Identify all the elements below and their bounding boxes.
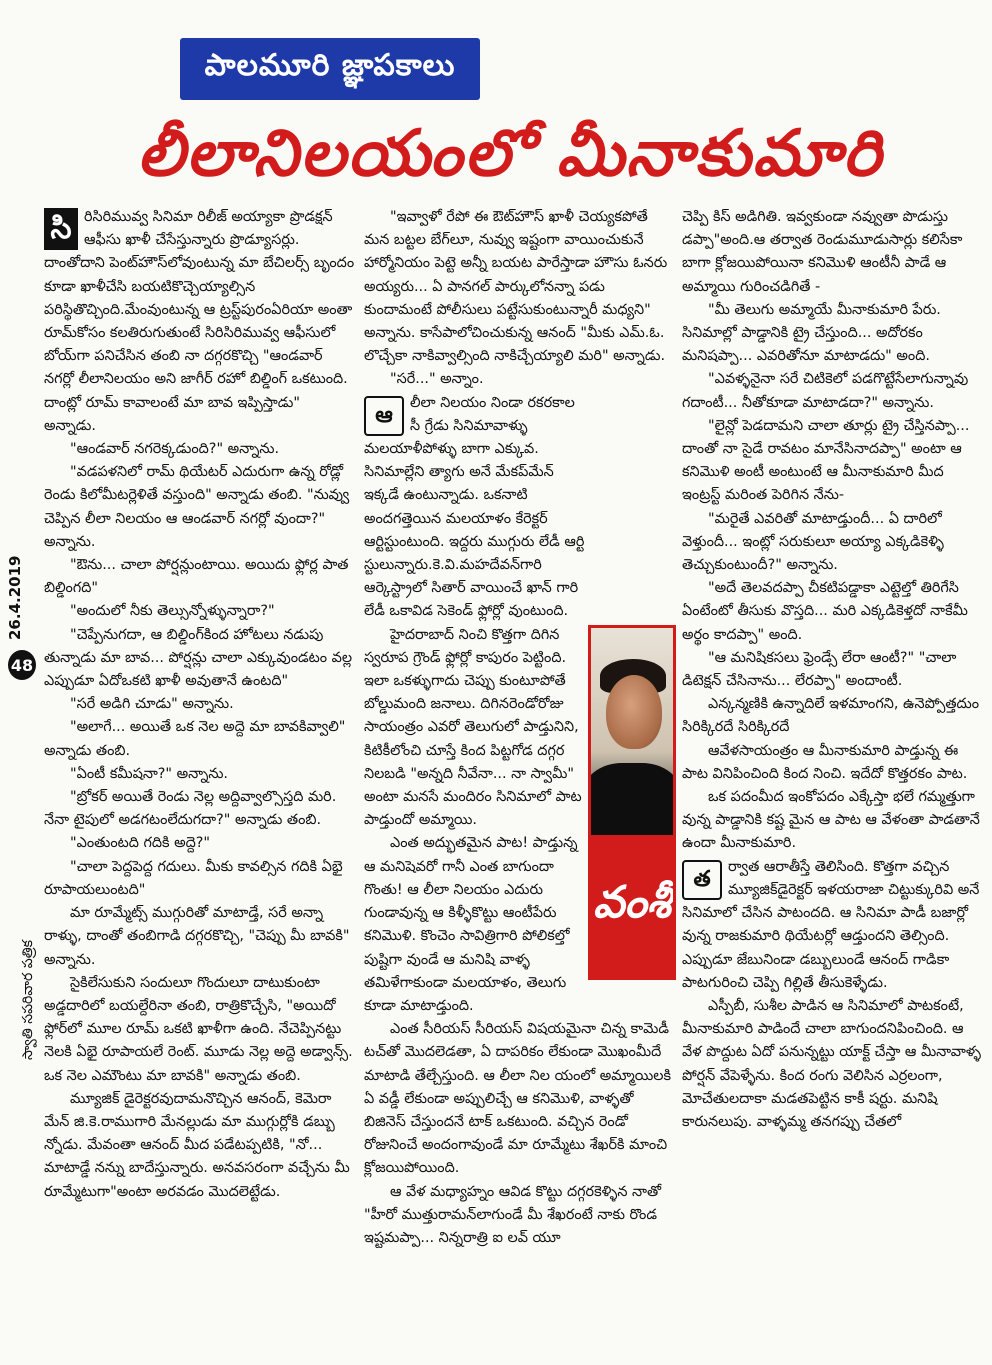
paragraph: "ఎవళ్ళనైనా సరే చిటికెలో పడగొట్టేసేలాగున్నావు గదాంటీ... నీతోకూడా మాటాడదా?" అన్నాను.	[682, 371, 969, 411]
paragraph: "ఆ మనిషికసలు ఫ్రెండ్సే లేరా ఆంటీ?" "చాలా డిటెక్షన్ చేసినాను... లేరప్పా" అందాంటీ.	[682, 649, 957, 690]
article-column-1	[44, 206, 356, 1204]
author-byline: వంశీ	[588, 835, 676, 980]
paragraph: "ఔను... చాలా పోర్షన్లుంటాయి. అయిదు ఫ్లోర్ల పాత బిల్డింగది"	[44, 557, 349, 597]
paragraph: ర్వాత ఆరాతీస్తే తెలిసింది. కొత్తగా వచ్చిన మ్యూజిక్‌డైరెక్టర్ ఇళయరాజా చిట్టుక్కురివి అనే సినిమాలో చేసిన పాటందది. ఆ సినిమా పాడీ బజార్లో వున్న రాజకుమారి థియేటర్లో ఆడ్తుందని తెల్సింది. ఎప్పుడూ జేబునిండా డబ్బులుండే ఆనంద్ గాడికా పాటగురించి చెప్పి గిల్లితే తీసుకెళ్ళేడు.	[682, 858, 980, 991]
paragraph: ఎంత అద్భుతమైన పాట! పాడ్తున్న ఆ మనిషెవరో గానీ ఎంత బాగుందా గొంతు! ఆ లీలా నిలయం ఎదురు గుండావున్న ఆ కిళ్ళీకొట్టు ఆంటీపేరు కనిమొళి. కొంచెం సావిత్రిగారి పోలికల్తో పుష్టిగా వుండే ఆ మనిషి వాళ్ళ తమిళేగాకుండా మలయాళం, తెలుగు కూడా మాటాడ్తుంది.	[364, 835, 578, 1014]
drop-cap: త	[682, 860, 722, 900]
paragraph: "అలాగే... అయితే ఒక నెల అద్దె మా బావకివ్వాలి" అన్నాడు తంబి.	[44, 719, 346, 759]
drop-cap: సి	[44, 208, 78, 250]
scan-edge	[922, 0, 992, 20]
paragraph: "లైన్లో పెడదామని చాలా తూర్లు ట్రై చేస్తినప్పా... దాంతో నా సైడే రావటం మానేసినాదప్పా" అంటా ఆ కనిమొళి అంటీ అంటుంటే ఆ మీనాకుమారి మీద ఇంట్రస్ట్ మరింత పెరిగిన నేను-	[682, 417, 970, 504]
paragraph: ఆ వేళ మధ్యాహ్నం ఆవిడ కొట్టు దగ్గరకెళ్ళిన నాతో "హీరో ముత్తురామన్‌లాగుండే మీ శేఖరంటే నాకు రొండ ఇష్టమప్పా... నిన్నరాత్రి ఐ లవ్ యూ	[364, 1183, 662, 1246]
paragraph: "మరైతే ఎవరితో మాటాడ్తుందీ... ఏ దారిలో వెళ్తుందీ... ఇంట్లో సరుకులూ అయ్యా ఎక్కడికెళ్ళి తెచ్చుకుంటుందీ?" అన్నాను.	[682, 510, 944, 574]
paragraph: ఒక పదంమీద ఇంకోపదం ఎక్కేస్తా భలే గమ్మత్తుగా వున్న పాడ్డానికి కష్ట మైన ఆ పాట ఆ వేళంతా పాడతానే ఉందా మీనాకుమారి.	[682, 789, 980, 852]
paragraph: "ఇవ్వాళో రేపో ఈ ఔట్‌హౌస్ ఖాళీ చెయ్యకపోతే మన బట్టల బేగ్‌లూ, నువ్వు ఇష్టంగా వాయించుకునే హార్మోనియం పెట్టె అన్నీ బయట పారేస్తాడా హౌసు ఓనరు అయ్యరు... ఏ పానగల్ పార్కులోనన్నా పడు కుందామంటే పోలీసులు పట్టేసుకుంటున్నారీ మధ్యని" అన్నాను. కాసేపాలోచించుకున్న ఆనంద్ "మీకు ఎమ్.ఓ. లొచ్చేకా నాకివ్వాల్సింది నాకిచ్చేయ్యాలి మరి" అన్నాడు.	[364, 209, 668, 365]
paragraph: "అందులో నీకు తెల్సున్నోళ్ళున్నారా?"	[70, 603, 275, 620]
paragraph: "ఏంటీ కమీషనా?" అన్నాను.	[70, 765, 228, 782]
paragraph: లీలా నిలయం నిండా రకరకాల సీ గ్రేడు సినిమావాళ్ళు మలయాళీపోళ్ళు బాగా ఎక్కువ. సినిమాల్లేని త్యాగు అనే మేకప్‌మేన్ ఇక్కడే ఉంటున్నాడు. ఒకనాటి అందగత్తెయిన మలయాళం కేరెక్టర్ ఆర్టిస్టుంటుంది. ఇద్దరు ముగ్గురు లేడీ ఆర్టి స్టులున్నారు.కె.వి.మహదేవన్‌గారి ఆర్కెస్ట్రాలో సితార్ వాయించే ఖాన్ గారి లేడీ ఒకావిడ సెకెండ్ ఫ్లోర్లో వుంటుంది.	[364, 394, 585, 620]
paragraph: సైకిలేసుకుని సందులూ గొందులూ దాటుకుంటా అడ్డదారిలో బయల్దేరినా తంబి, రాత్రికొచ్చేసి, "అయిదో ఫ్లోర్‌లో మూల రూమ్ ఒకటి ఖాళీగా ఉంది. నేచెప్పినట్టు నెలకి ఏభై రూపాయలే రెంట్. మూడు నెల్ల అద్దె అడ్వాన్స్. ఒక నెల ఎమౌంటు మా బావకి" అన్నాడు తంబి.	[44, 974, 353, 1084]
author-photo-block	[588, 625, 676, 980]
paragraph: రిసిరిమువ్వ సినిమా రిలీజ్ అయ్యాకా ప్రొడక్షన్ ఆఫీసు ఖాళీ చేసేస్తున్నారు ప్రొడ్యూసర్లు. దాంతోదాని పెంట్‌హౌస్‌లోవుంటున్న మా బేచిలర్స్ బృందం కూడా ఖాళీచేసి బయటికొచ్చెయ్యాల్సిన పరిస్థితొచ్చింది.మేంవుంటున్న ఆ ట్రస్ట్‌పురంఏరియా అంతా రూమ్‌కోసం కలతిరుగుతుంటే సిరిసిరిమువ్వ ఆఫీసులో బోయ్‌గా పనిచేసిన తంబి నా దగ్గరకొచ్చి "ఆండవార్ నగర్లో లీలానిలయం అని జాగీర్ రహో బిల్డింగ్ ఒకటుంది. దాంట్లో రూమ్ కావాలంటే మా బావ ఇప్పిస్తాడు" అన్నాడు.	[44, 209, 355, 434]
paragraph: మా రూమ్మేట్స్ ముగ్గురితో మాటాడ్తే, సరే అన్నా రాళ్ళు, దాంతో తంబిగాడి దగ్గరకొచ్చి, "చెప్పు మీ బావకి" అన్నాను.	[44, 905, 350, 968]
paragraph: "సరే..." అన్నాం.	[390, 371, 484, 388]
series-title-box	[180, 38, 480, 100]
paragraph: మ్యూజిక్ డైరెక్టరవుదామనొచ్చిన ఆనంద్, కెమెరా మేన్ జి.కె.రాముగారి మేనల్లుడు మా ముగ్గుర్లోకి డబ్బు న్నోడు. మేవంతా ఆనంద్ మీద పడేటప్పటికి, "నో... మాటాడ్డే నన్ను బాదేస్తున్నారు. అనవసరంగా వచ్చేను మీ రూమ్మేటుగా"అంటా అరవడం మొదలెట్టేడు.	[44, 1090, 350, 1200]
article-column-3	[682, 206, 982, 1134]
paragraph: "సరే అడిగి చూడు" అన్నాను.	[70, 696, 234, 713]
paragraph: "ఆండవార్ నగరెక్కడుంది?" అన్నాను.	[70, 441, 280, 458]
paragraph: "మీ తెలుగు అమ్మాయే మీనాకుమారి పేరు. సినిమాల్లో పాడ్డానికి ట్రై చేస్తుంది... అదోరకం మనిషప్పా... ఎవరితోనూ మాటాడదు" అంది.	[682, 301, 941, 365]
page-number: 48	[8, 650, 36, 680]
paragraph: "వడపళనిలో రామ్ థియేటర్ ఎదురుగా ఉన్న రోడ్లో రెండు కిలోమీటర్లెళితే వస్తుంది" అన్నాడు తంబి. "నువ్వు చెప్పిన లీలా నిలయం ఆ ఆండవార్ నగర్లో వుందా?" అన్నాను.	[44, 464, 350, 550]
paragraph: "అదే తెలవదప్పా చీకటిపడ్డాకా ఎట్టెల్తో తిరిగేసి ఏంటేంటో తీసుకు వొస్తది... మరి ఎక్కడికెళ్తదో నాకేమీ అర్థం కాదప్పా" అంది.	[682, 580, 968, 643]
paragraph: "ఎంతుంటది గదికి అద్దె?"	[70, 835, 211, 852]
series-title: పాలమూరి జ్ఞాపకాలు	[204, 48, 456, 83]
paragraph: "చాలా పెద్దపెద్ద గదులు. మీకు కావల్సిన గదికి ఏభై రూపాయలుంటది"	[44, 858, 343, 898]
paragraph: హైదరాబాద్ నించి కొత్తగా దిగిన స్వరూప గ్రౌండ్ ఫ్లోర్లో కాపురం పెట్టింది. ఇలా ఒకళ్ళుగాదు చెప్పు కుంటూపోతే బోల్డుమంది జనాలు. దిగినరెండోరోజు సాయంత్రం ఎవరో తెలుగులో పాడ్తునిని, కిటికీలోంచి చూస్తే కింద పిట్టగోడ దగ్గర నిలబడి "అన్నది నీవేనా... నా స్వామీ" అంటా మనసే మందిరం సినిమాలో పాట పాడ్తుందో అమ్మాయి.	[364, 626, 582, 829]
paragraph: చెప్పి కిస్ అడిగితి. ఇవ్వకుండా నవ్వుతా పొడుస్తు డప్పా"అంది.ఆ తర్వాత రెండుమూడుసార్లు కలిసేకా బాగా క్లోజయిపోయినా కనిమొళి ఆంటీనీ పాడే ఆ అమ్మాయి గురించడిగితే -	[682, 209, 963, 295]
publication-name: స్వాతి సపరివార పత్రిక	[20, 940, 36, 1060]
paragraph: "చెప్పేనుగదా, ఆ బిల్డింగ్‌కింద హోటలు నడుపు తున్నాడు మా బావ... పోర్షన్లు చాలా ఎక్కువుండటం వల్ల ఎప్పుడూ ఏదోఒకటి ఖాళీ అవుతానే ఉంటది"	[44, 626, 353, 690]
photo-frame	[588, 625, 676, 980]
issue-date: 26.4.2019	[6, 555, 24, 640]
paragraph: ఎంత సీరియస్ సీరియస్ విషయమైనా చిన్న కామెడీ టచ్‌తో మొదలెడతా, ఏ దాపరికం లేకుండా మొఖంమీదే మాటాడి తేల్చేస్తుంది. ఆ లీలా నిల యంలో అమ్మాయిలకి ఏ వడ్డీ లేకుండా అప్పులిచ్చే ఆ కనిమొళి, వాళ్ళతో బిజినెస్ చేస్తుందనే టాక్ ఒకటుంది. వచ్చిన రెండో రోజునించే అందంగావుండే మా రూమ్మేటు శేఖర్‌కి మాంచి క్లోజయిపోయింది.	[364, 1021, 671, 1177]
paragraph: ఆవేళసాయంత్రం ఆ మీనాకుమారి పాడ్తున్న ఈ పాట వినిపించింది కింద నించి. ఇదేదో కొత్తరకం పాట.	[682, 742, 968, 782]
paragraph: "బ్రోకర్ అయితే రెండు నెల్ల అద్దివ్వాల్సొస్తది మరి. నేనా టైపులో అడగటంలేదుగదా?" అన్నాడు తంబి.	[44, 789, 337, 829]
headline: లీలానిలయంలో మీనాకుమారి	[137, 117, 883, 191]
paragraph: ఎన్కన్మణికి ఉన్నాదిలే ఇళమాంగని, ఉనెప్పోత్తదుం సిరిక్కిరదే సిరిక్కిరదే	[682, 696, 979, 736]
paragraph: ఎస్పీబీ, సుశీల పాడిన ఆ సినిమాలో పాటకంటే, మీనాకుమారి పాడిందే చాలా బాగుందనిపించింది. ఆ వేళ పొద్దుట ఏదో పనున్నట్టు యాక్ట్ చేస్తా ఆ మీనావాళ్ళ పోర్షన్ వేపెళ్ళేను. కింద రంగు వెలిసిన ఎర్రలంగా, మోచేతులదాకా మడతపెట్టిన కాకీ షర్టు. మనిషి కారునలుపు. వాళ్ళమ్మ తనగప్పు చేతలో	[682, 997, 982, 1130]
drop-cap: ఆ	[364, 396, 404, 436]
